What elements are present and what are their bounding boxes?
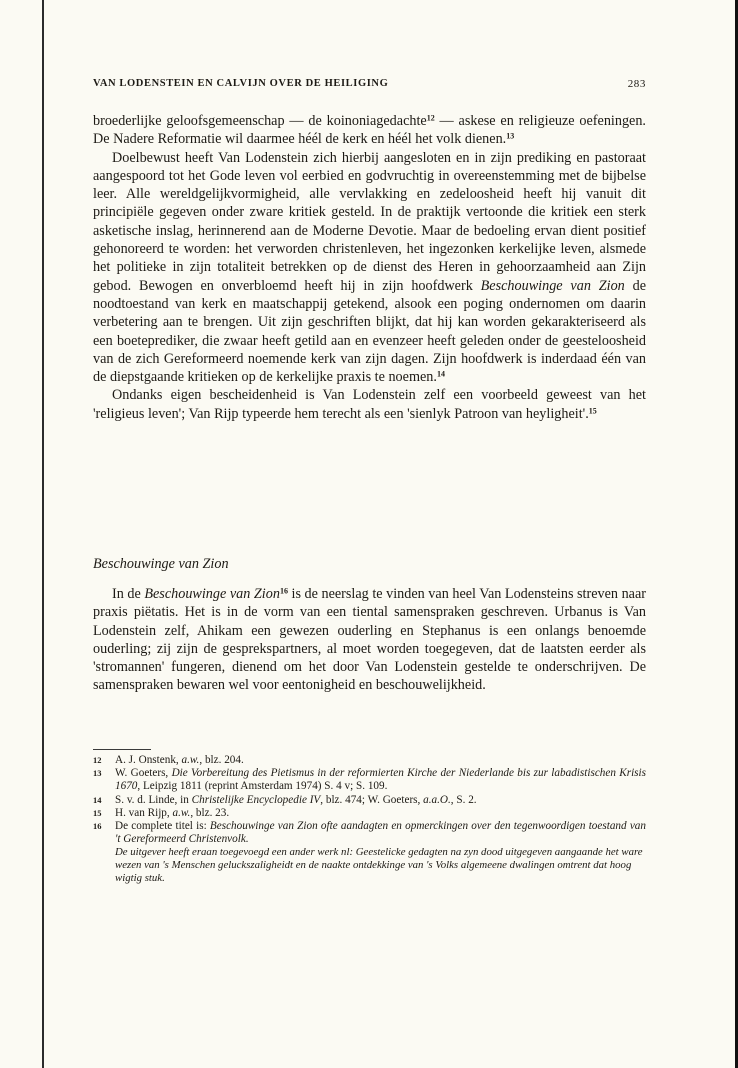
footnote-text: S. v. d. Linde, in xyxy=(115,793,192,806)
footnote-ref: 14 xyxy=(436,369,445,379)
footnote-text: , blz. 474; W. Goeters, xyxy=(320,793,424,806)
footnote-italic: a.a.O. xyxy=(423,793,451,806)
footnote-italic: Beschouwinge van Zion ofte aandagten en opmerckingen over den tegenwoordigen toestand van 't Gereformeerd Christenvolk. xyxy=(115,820,646,846)
footnote-continuation: De uitgever heeft eraan toegevoegd een ander werk nl: Geestelicke gedagten na zyn dood uitgegeven aangaande het ware wezen van 's Menschen geluckszaligheidt en de naakte ontdekkinge van 's Volks algemeene dwalingen omtrent dat hoog wigtig stuk. xyxy=(115,846,643,885)
page-number: 283 xyxy=(627,78,646,90)
body-text xyxy=(93,112,646,423)
footnote-number: 16 xyxy=(93,821,102,832)
paragraph xyxy=(93,112,646,149)
running-head: VAN LODENSTEIN EN CALVIJN OVER DE HEILIGING xyxy=(93,78,389,89)
paragraph xyxy=(93,585,646,695)
footnote-italic: a.w. xyxy=(181,754,200,766)
paragraph-text: In de xyxy=(112,586,145,602)
footnote-number: 14 xyxy=(93,794,102,805)
footnote-italic: Christelijke Encyclopedie IV xyxy=(191,793,321,806)
paragraph-text: de noodtoestand van kerk en maatschappij getekend, alsook een poging ondernomen om daarin verbetering aan te brengen. Uit zijn geschriften blijkt, dat hij kan worden gekarakteriseerd als een boeteprediker, die zwaar heeft getild aan en evenzeer heeft geleden onder de geesteloosheid van de zich Gereformeerd noemende kerk van zijn dagen. Zijn hoofdwerk is inderdaad één van de diepstgaande kritieken op de kerkelijke praxis te noemen. xyxy=(93,277,646,386)
section-body xyxy=(93,585,646,695)
footnote-number: 13 xyxy=(93,768,102,779)
footnote-text: , blz. 204. xyxy=(199,754,244,766)
page-header xyxy=(93,78,646,94)
paragraph-text: Ondanks eigen bescheidenheid is Van Lodenstein zelf een voorbeeld geweest van het 'religieus leven'; Van Rijp typeerde hem terecht als een 'sienlyk Patroon van heyligheit'. xyxy=(93,387,646,422)
footnote-text: , S. 2. xyxy=(450,793,477,806)
page-binding-edge xyxy=(42,0,44,1068)
footnote-text: , Leipzig 1811 (reprint Amsterdam 1974) S. 4 v; S. 109. xyxy=(137,780,388,793)
footnote-italic: a.w. xyxy=(172,806,191,819)
section-heading: Beschouwinge van Zion xyxy=(93,556,229,572)
work-title: Beschouwinge van Zion xyxy=(480,277,625,294)
footnote-text: , blz. 23. xyxy=(190,806,230,819)
footnote-text: A. J. Onstenk, xyxy=(115,754,182,766)
paragraph xyxy=(93,149,646,387)
work-title: Beschouwinge van Zion xyxy=(144,586,280,602)
footnote xyxy=(93,807,646,820)
footnote xyxy=(93,767,646,793)
footnote-text: De complete titel is: xyxy=(115,820,210,833)
footnote-ref: 16 xyxy=(279,586,288,596)
footnote-number: 15 xyxy=(93,807,102,818)
paragraph-text: is de neerslag te vinden van heel Van Lodensteins streven naar praxis piëtatis. Het is in de vorm van een tiental samenspraken geschreven. Urbanus is Van Lodenstein zelf, Ahikam een gewezen ouderling en Stephanus is een onlangs benoemde ouderling; zij zijn de gesprekspartners, al moet worden toegegeven, dat de laatsten eerder als 'stromannen' fungeren, dienend om het door Van Lodenstein gestelde te onderschrijven. De samenspraken bewaren wel voor eentonigheid en beschouwelijkheid. xyxy=(93,586,646,694)
footnote-italic: Die Vorbereitung des Pietismus in der reformierten Kirche der Niederlande bis zur labadistischen Krisis 1670 xyxy=(115,767,646,793)
footnote-ref: 15 xyxy=(588,406,597,416)
footnote xyxy=(93,794,646,807)
footnote-number: 12 xyxy=(93,755,102,765)
footnote-ref: 13 xyxy=(506,131,515,141)
footnote-text: H. van Rijp, xyxy=(115,806,173,819)
paragraph-text: Doelbewust heeft Van Lodenstein zich hierbij aangesloten en in zijn prediking en pastoraat aangespoord tot het Gode leven vol eerbied en godvruchtig in overeenstemming met de bijbelse leer. Alle wereldgelijkvormigheid, alle vervlakking en zedeloosheid heeft hij vanuit dit principiële gegeven onder zware kritiek gesteld. In de praktijk vertoonde die kritiek een sterk asketische inslag, herinnerend aan de Moderne Devotie. Maar de bedoeling ervan dient positief gehonoreerd te worden: het verworden christenleven, het ingezonken kerkelijke leven, alsmede het politieke in zijn totaliteit betrekken op de dienst des Heren in gehoorzaamheid aan Zijn gebod. Bewogen en onverbloemd heeft hij in zijn hoofdwerk xyxy=(93,149,646,294)
footnote xyxy=(93,820,646,846)
footnote-ref: 12 xyxy=(426,113,435,123)
footnote-text: W. Goeters, xyxy=(115,767,172,780)
paragraph-text: broederlijke geloofsgemeenschap — de koinoniagedachte xyxy=(93,113,427,129)
footnote-rule xyxy=(93,749,151,750)
paragraph-text: — askese en religieuze oefeningen. De Nadere Reformatie wil daarmee héél de kerk en héél het volk dienen. xyxy=(93,113,646,148)
paragraph xyxy=(93,386,646,423)
footnotes xyxy=(93,754,646,885)
footnote xyxy=(93,754,646,767)
